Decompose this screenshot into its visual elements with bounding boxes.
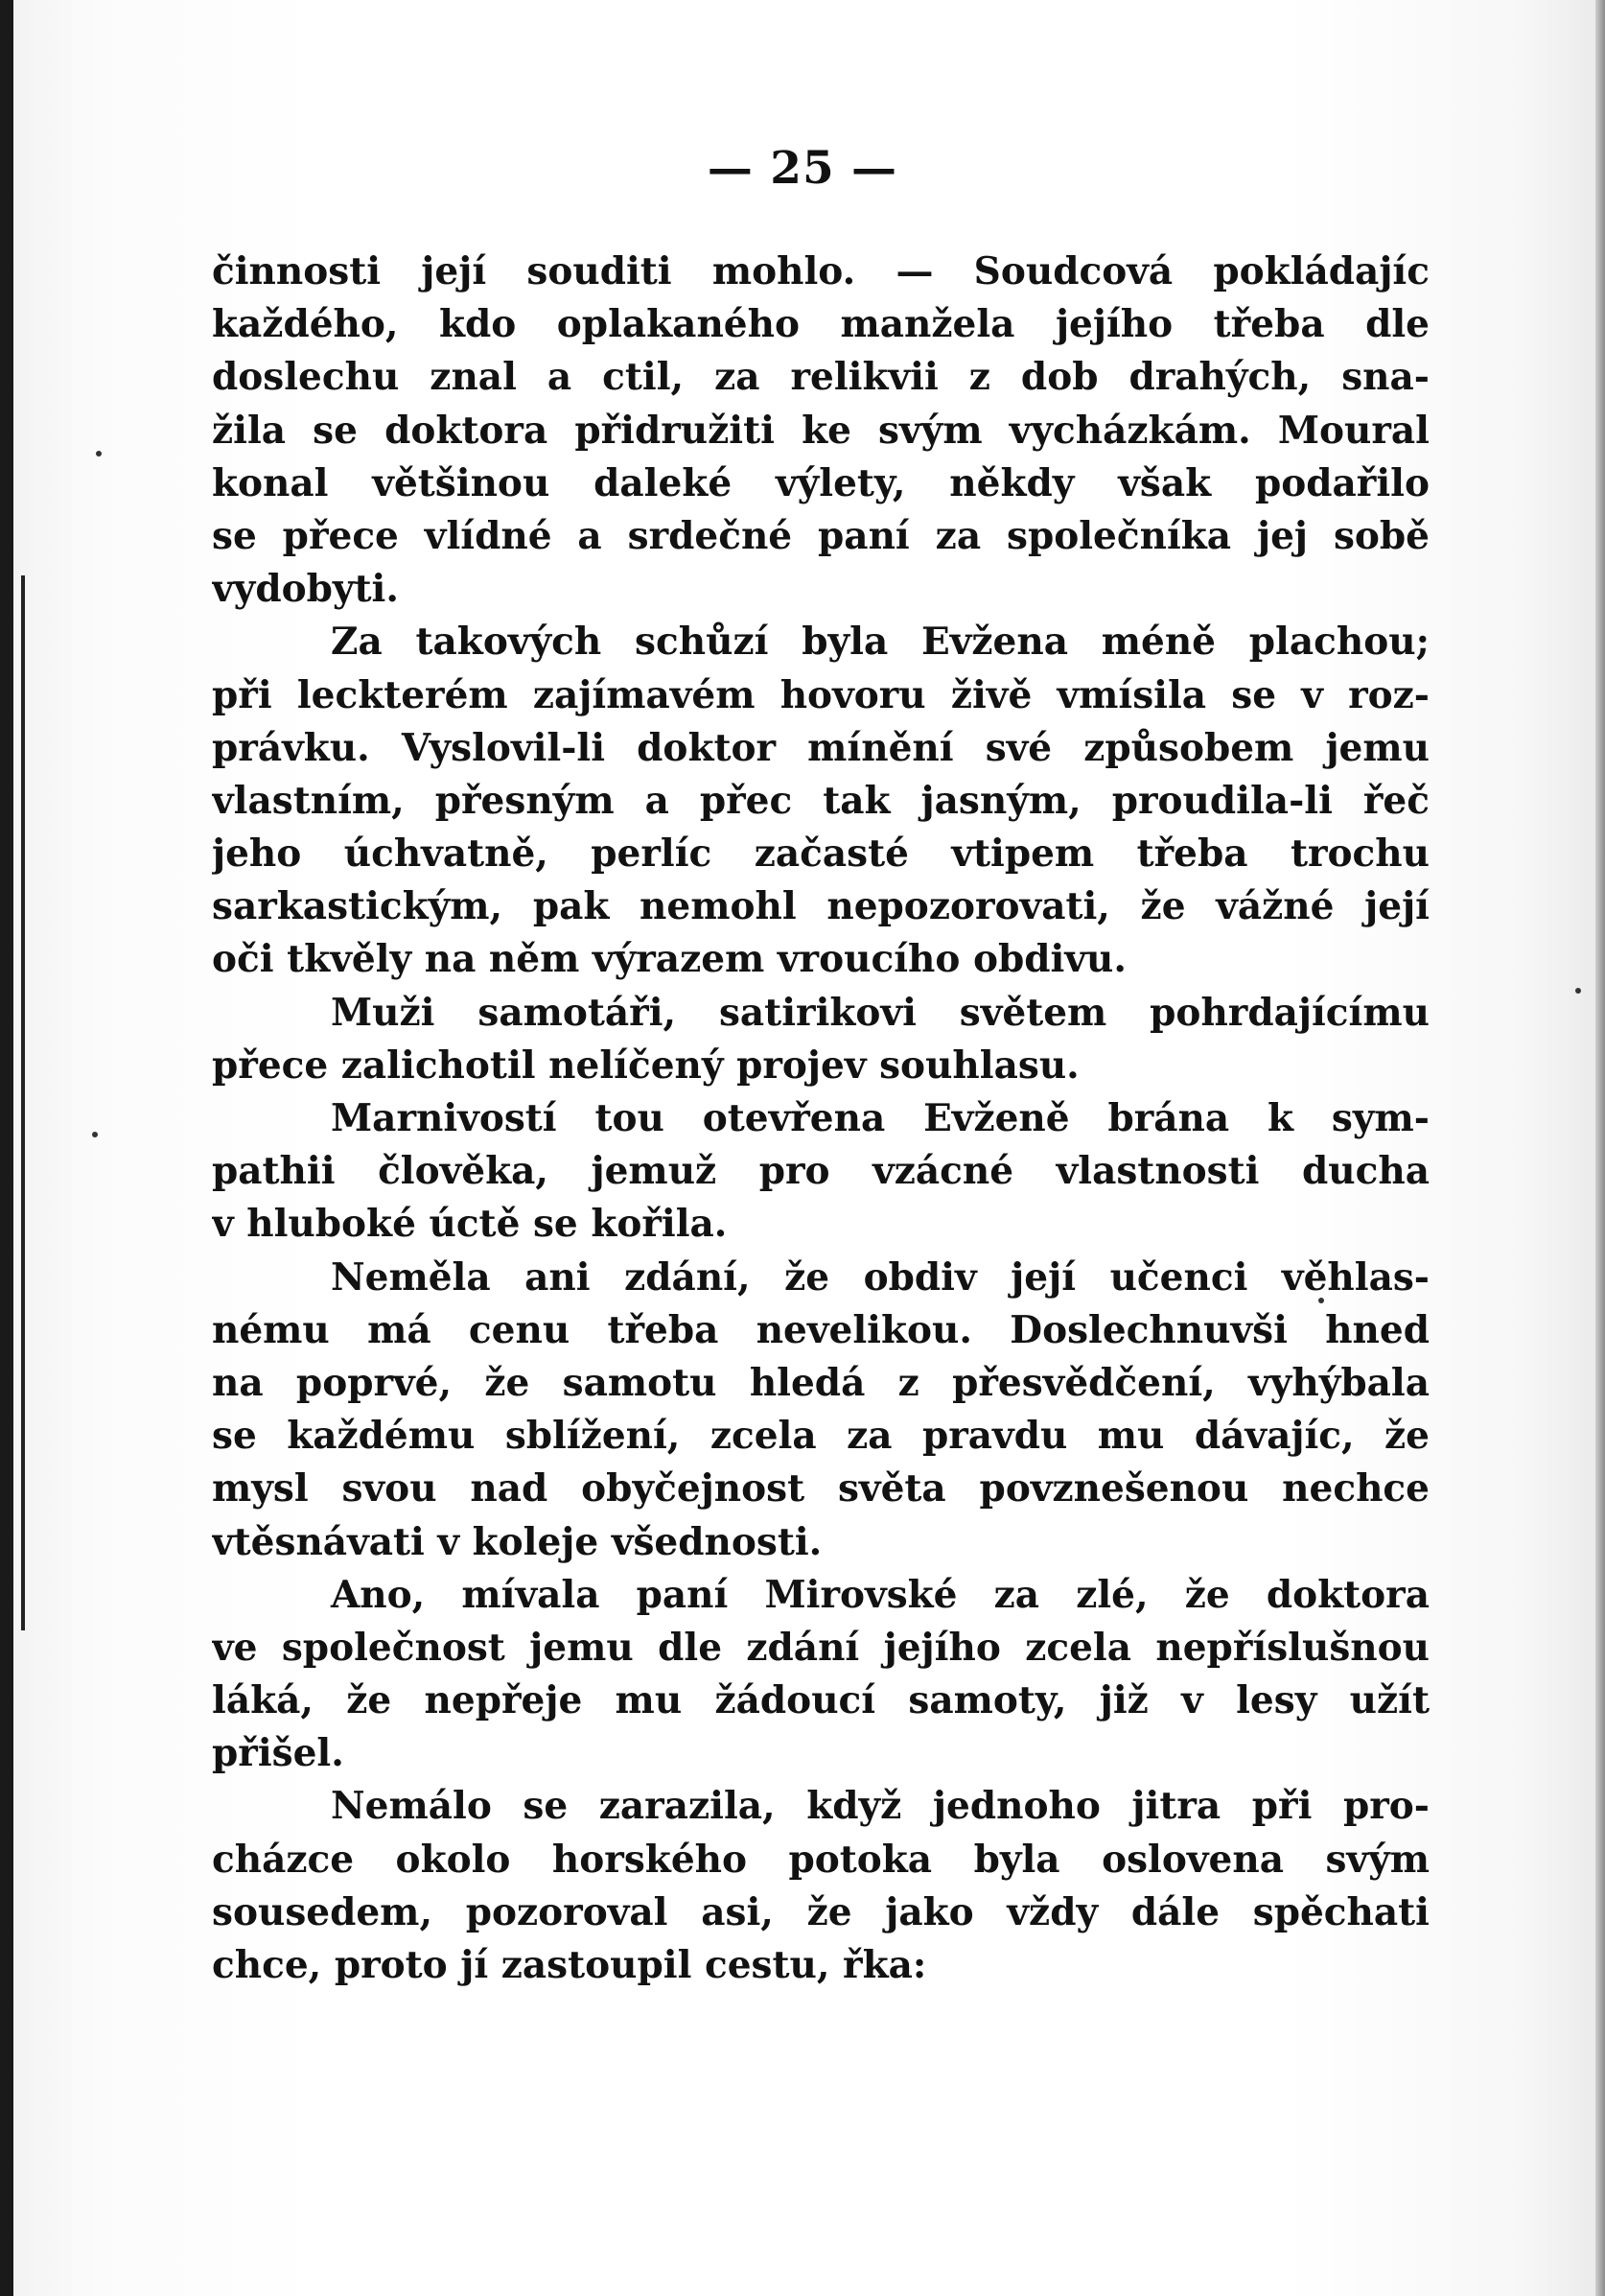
text-line: Marnivostí tou otevřena Evženě brána k sym- [331, 1096, 1430, 1140]
text-line: právku. Vyslovil-li doktor mínění své způsobem jemu [212, 725, 1430, 770]
text-line: žila se doktora přidružiti ke svým vycházkám. Moural [212, 408, 1430, 453]
text-line: nému má cenu třeba nevelikou. Doslechnuvši hned [212, 1307, 1430, 1352]
text-line: v hluboké úctě se kořila. [212, 1202, 728, 1247]
text-line: Neměla ani zdání, že obdiv její učenci věhlas- [331, 1254, 1430, 1300]
text-line: chce, proto jí zastoupil cestu, řka: [212, 1943, 927, 1987]
page-left-edge-shadow [0, 0, 13, 2296]
text-line: na poprvé, že samotu hledá z přesvědčení, vyhýbala [212, 1360, 1430, 1405]
text-line: se každému sblížení, zcela za pravdu mu dávajíc, že [212, 1414, 1430, 1459]
text-line: činnosti její souditi mohlo. — Soudcová pokládajíc [212, 249, 1430, 293]
text-line: vlastním, přesným a přec tak jasným, proudila-li řeč [212, 778, 1430, 823]
text-line: Ano, mívala paní Mirovské za zlé, že doktora [331, 1572, 1430, 1617]
text-line: cházce okolo horského potoka byla oslovena svým [212, 1837, 1430, 1882]
text-line: ve společnost jemu dle zdání jejího zcela nepříslušnou [212, 1625, 1430, 1670]
text-line: láká, že nepřeje mu žádoucí samoty, již v lesy užít [212, 1678, 1430, 1723]
print-speck [96, 451, 102, 457]
text-line: vydobyti. [212, 567, 399, 612]
text-line: přišel. [212, 1731, 344, 1776]
text-line: Muži samotáři, satirikovi světem pohrdajícímu [331, 990, 1430, 1035]
text-line: Nemálo se zarazila, když jednoho jitra při pro- [331, 1784, 1430, 1829]
text-line: mysl svou nad obyčejnost světa povznešenou nechce [212, 1466, 1430, 1511]
print-speck [92, 1132, 98, 1137]
text-line: doslechu znal a ctil, za relikvii z dob drahých, sna- [212, 355, 1430, 400]
text-line: se přece vlídné a srdečné paní za společníka jej sobě [212, 513, 1430, 558]
text-line: Za takových schůzí byla Evžena méně plachou; [331, 620, 1430, 665]
page-binding-line [21, 575, 25, 1630]
page-number: — 25 — [707, 142, 898, 195]
text-line: přece zalichotil nelíčený projev souhlasu. [212, 1043, 1080, 1088]
text-line: oči tkvěly na něm výrazem vroucího obdivu. [212, 937, 1127, 982]
text-line: při leckterém zajímavém hovoru živě vmísila se v roz- [212, 672, 1430, 717]
text-line: sousedem, pozoroval asi, že jako vždy dále spěchati [212, 1889, 1430, 1934]
text-line: pathii člověka, jemuž pro vzácné vlastnosti ducha [212, 1149, 1430, 1194]
text-line: konal většinou daleké výlety, někdy však podařilo [212, 460, 1430, 505]
body-text [212, 246, 1430, 1992]
page-right-edge-shadow [1595, 0, 1605, 2296]
text-line: každého, kdo oplakaného manžela jejího třeba dle [212, 302, 1430, 347]
text-line: sarkastickým, pak nemohl nepozorovati, že vážné její [212, 884, 1430, 929]
print-speck [1575, 988, 1581, 994]
text-line: vtěsnávati v koleje všednosti. [212, 1519, 823, 1564]
text-line: jeho úchvatně, perlíc začasté vtipem třeba trochu [212, 832, 1430, 877]
